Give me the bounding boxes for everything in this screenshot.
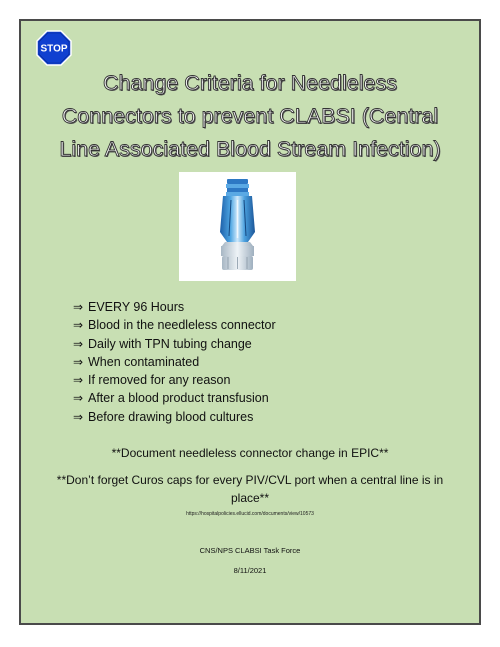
title-line-2: Connectors to prevent CLABSI (Central [61,104,439,128]
date-label: 8/11/2021 [233,566,267,575]
policy-link[interactable]: https://hospitalpolicies.ellucid.com/documents/view/10573 [186,511,314,517]
arrow-icon: ⇒ [73,300,84,314]
stop-sign-icon [36,30,72,66]
title-line-1: Change Criteria for Needleless [103,71,397,95]
curos-note: **Don’t forget Curos caps for every PIV/CVL port when a central line is in place** [56,473,444,505]
arrow-icon: ⇒ [73,318,84,333]
needleless-connector-photo [179,172,296,281]
page-title [21,67,479,166]
criteria-item: ⇒ Daily with TPN tubing change [73,335,276,353]
arrow-icon: ⇒ [73,336,84,351]
document-note: **Document needleless connector change in EPIC** [111,446,389,460]
criteria-item: ⇒ If removed for any reason [73,371,276,389]
criteria-item: ⇒ EVERY 96 Hours [73,298,276,316]
criteria-item: ⇒ After a blood product transfusion [73,389,276,407]
arrow-icon: ⇒ [73,391,84,406]
criteria-item: ⇒ When contaminated [73,353,276,371]
title-line-3: Line Associated Blood Stream Infection) [59,137,441,161]
poster [19,19,481,625]
stop-sign-text: STOP [40,43,68,55]
criteria-item: ⇒ Blood in the needleless connector [73,316,276,334]
criteria-item: ⇒ Before drawing blood cultures [73,408,276,426]
task-force-label: CNS/NPS CLABSI Task Force [199,546,301,555]
arrow-icon: ⇒ [73,373,84,388]
arrow-icon: ⇒ [73,354,84,369]
arrow-icon: ⇒ [73,409,84,424]
change-criteria-list [73,298,276,426]
